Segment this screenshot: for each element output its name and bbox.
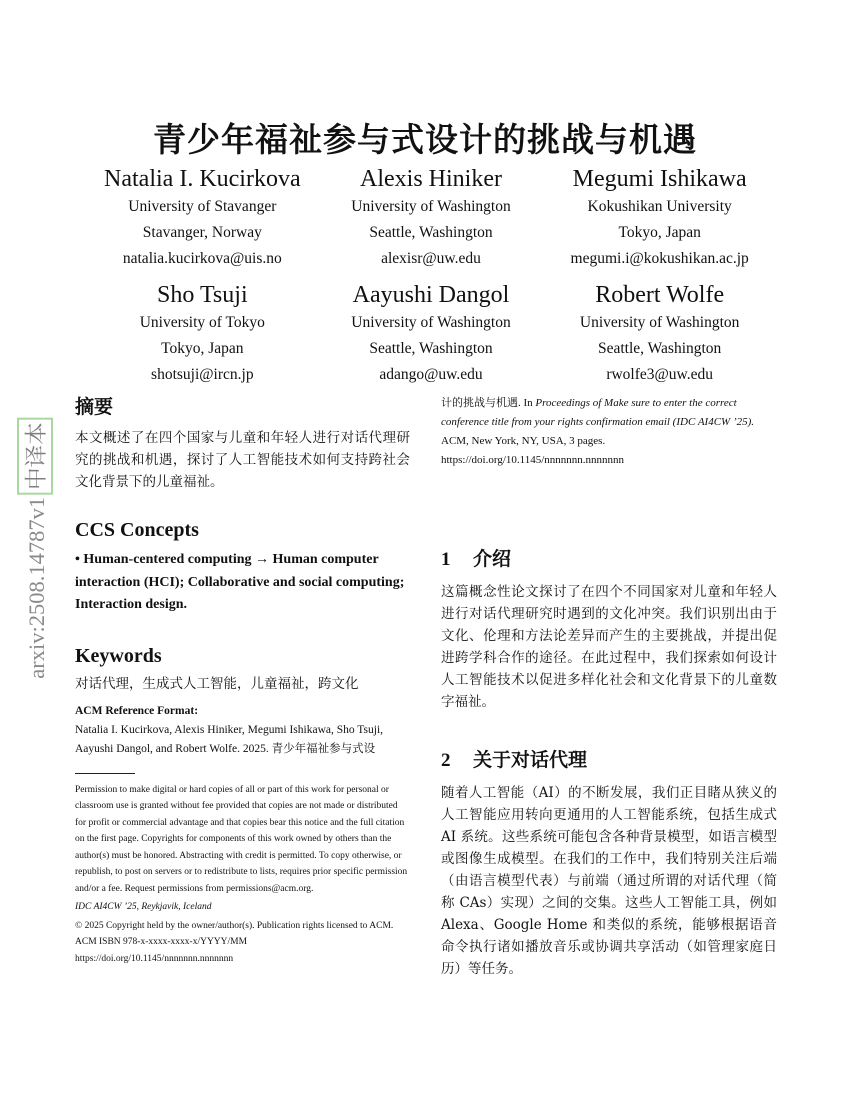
author-card (88, 164, 317, 272)
author-name: Alexis Hiniker (360, 166, 502, 192)
author-name: Natalia I. Kucirkova (104, 166, 301, 192)
translation-tag: 中译本 (17, 417, 53, 495)
author-affiliation: University of Stavanger (128, 198, 277, 215)
author-affiliation: University of Washington (351, 198, 511, 215)
permission-notice (75, 782, 410, 968)
reference-cont-post: ACM, New York, NY, USA, 3 pages. https://doi.org/10.1145/nnnnnnn.nnnnnnn (441, 435, 625, 466)
reference-cont-italic: Proceedings of Make sure to enter the correct conference title from your rights confirmation email (IDC AI4CW ’25). (441, 397, 755, 428)
paper-title: 青少年福祉参与式设计的挑战与机遇 (153, 120, 697, 159)
left-column (75, 392, 410, 967)
keywords-text: 对话代理，生成式人工智能，儿童福祉，跨文化 (75, 675, 359, 692)
abstract-text: 本文概述了在四个国家与儿童和年轻人进行对话代理研究的挑战和机遇，探讨了人工智能技术如何支持跨社会文化背景下的儿童福祉。 (75, 430, 410, 490)
author-email: natalia.kucirkova@uis.no (122, 250, 282, 267)
ccs-concepts: • Human-centered computing → Human computer interaction (HCI); Collaborative and social computing; Interaction design. (75, 552, 405, 612)
acm-reference-text: Natalia I. Kucirkova, Alexis Hiniker, Megumi Ishikawa, Sho Tsuji, Aayushi Dangol, and Robert Wolfe. 2025. 青少年福祉参与式设 (75, 723, 384, 755)
isbn-line: ACM ISBN 978-x-xxxx-xxxx-x/YYYY/MM (75, 937, 248, 947)
author-email: megumi.i@kokushikan.ac.jp (570, 250, 749, 267)
author-affiliation: University of Tokyo (139, 314, 265, 331)
section-number: 2 (441, 750, 451, 771)
author-affiliation: University of Washington (351, 314, 511, 331)
acm-reference-continued (441, 394, 777, 470)
section-title: 介绍 (473, 548, 512, 570)
abstract-heading: 摘要 (75, 396, 114, 418)
author-affiliation: Kokushikan University (587, 198, 732, 215)
doi-line[interactable]: https://doi.org/10.1145/nnnnnnn.nnnnnnn (75, 953, 234, 964)
author-email: adango@uw.edu (379, 366, 483, 383)
permission-text: Permission to make digital or hard copies of all or part of this work for personal or classroom use is granted without fee provided that copies are not made or distributed for profit or commercial advantage and that copies bear this notice and the full citation on the first page. Copyrights for components of this work owned by others than the author(s) must be honored. Abstracting with credit is permitted. To copy otherwise, or republish, to post on servers or to redistribute to lists, requires prior specific permission and/or a fee. Request permissions from permissions@acm.org. (75, 784, 408, 894)
author-location: Tokyo, Japan (618, 224, 701, 241)
section-number: 1 (441, 549, 451, 570)
section-heading (441, 747, 777, 774)
section-text: 随着人工智能（AI）的不断发展，我们正目睹从狭义的人工智能应用转向更通用的人工智能系统，包括生成式 AI 系统。这些系统可能包含各种背景模型，如语言模型或图像生成模型。在我们的工作中，我们特别关注后端（由语言模型代表）与前端（通过所谓的对话代理（简称 CAs）实现）之间的交集。这些人工智能工具，例如 Alexa、Google Home 和类似的系统，能够根据语音命令执行诸如播放音乐或协调共享活动（如管理家庭日历）等任务。 (441, 785, 777, 977)
author-location: Stavanger, Norway (142, 224, 262, 241)
footnote-divider (75, 773, 135, 774)
author-location: Seattle, Washington (369, 224, 493, 241)
section-text: 这篇概念性论文探讨了在四个不同国家对儿童和年轻人进行对话代理研究时遇到的文化冲突。我们识别出由于文化、伦理和方法论差异而产生的主要挑战，并提出促进跨学科合作的途径。在此过程中，我们探索如何设计人工智能技术以促进多样化社会和文化背景下的儿童数字福祉。 (441, 584, 777, 710)
copyright-line: © 2025 Copyright held by the owner/author(s). Publication rights licensed to ACM. (75, 920, 394, 931)
author-affiliation: University of Washington (579, 314, 740, 331)
author-card (545, 280, 774, 388)
author-location: Seattle, Washington (598, 340, 722, 357)
arxiv-stamp (20, 393, 50, 703)
reference-cont-pre: 计的挑战与机遇. In (441, 397, 536, 409)
keywords-heading: Keywords (75, 644, 162, 667)
author-name: Aayushi Dangol (352, 282, 510, 308)
author-name: Megumi Ishikawa (572, 166, 747, 192)
author-email: rwolfe3@uw.edu (606, 366, 713, 383)
author-email: alexisr@uw.edu (381, 250, 481, 267)
author-name: Robert Wolfe (595, 282, 725, 308)
author-location: Seattle, Washington (369, 340, 493, 357)
author-location: Tokyo, Japan (161, 340, 244, 357)
author-card (317, 280, 546, 388)
section-title: 关于对话代理 (473, 749, 588, 771)
author-block (88, 164, 774, 388)
arxiv-id[interactable]: arxiv:2508.14787v1 (24, 496, 49, 679)
section-heading (441, 546, 777, 573)
author-card (545, 164, 774, 272)
author-card (88, 280, 317, 388)
author-name: Sho Tsuji (157, 282, 248, 308)
venue-line: IDC AI4CW ’25, Reykjavik, Iceland (75, 902, 212, 912)
acm-reference-heading: ACM Reference Format: (75, 704, 199, 717)
author-email: shotsuji@ircn.jp (151, 366, 254, 383)
right-column (441, 394, 777, 980)
author-card (317, 164, 546, 272)
ccs-heading: CCS Concepts (75, 519, 199, 541)
